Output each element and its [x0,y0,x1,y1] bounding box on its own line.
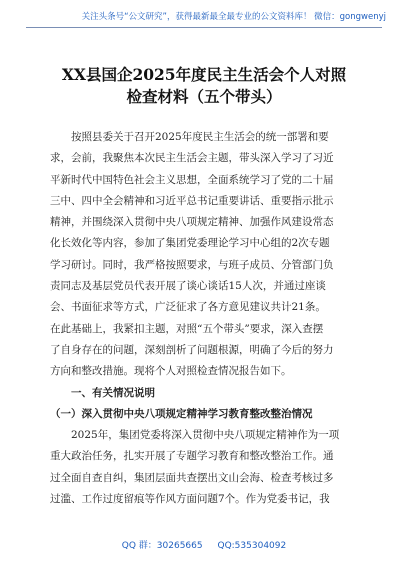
document-body [50,127,366,510]
paragraph-line: 过滥、工作过度留痕等作风方面问题7个。作为党委书记，我 [50,493,330,506]
paragraph-line: 会、书面征求等方式，广泛征求了各方意见建议共计21条。 [50,301,326,314]
paragraph-line: 平新时代中国特色社会主义思想，全面系统学习了党的二十届 [50,173,334,186]
paragraph-line: 三中、四中全会精神和习近平总书记重要讲话、重要指示批示 [50,194,334,207]
paragraph-line: 了自身存在的问题，深刻剖析了问题根源，明确了今后的努力 [50,343,334,356]
paragraph-line: 责同志及基层党员代表开展了谈心谈话15人次，并通过座谈 [50,280,326,293]
header-notice: 关注头条号“公文研究”，获得最新最全最专业的公文资料库！ 微信：gongwenyj [81,12,386,22]
paragraph-line: 方向和整改措施。现将个人对照检查情况报告如下。 [50,365,292,378]
title-line-2: 检查材料（五个带头） [126,87,282,106]
footer-qq-group: QQ 群：30265665 [121,541,203,551]
paragraph-line: 重大政治任务，扎实开展了专题学习教育和整改整治工作。通 [50,450,334,463]
footer [0,538,408,551]
document-title [0,64,408,108]
paragraph-line: 2025年，集团党委将深入贯彻中央八项规定精神作为一项 [71,429,340,442]
paragraph-line: 化长效化等内容，参加了集团党委理论学习中心组的2次专题 [50,237,330,250]
footer-qq: QQ:535304092 [217,541,287,551]
paragraph-line: 按照县委关于召开2025年度民主生活会的统一部署和要 [71,131,329,143]
section-heading: 一、有关情况说明 [71,386,155,399]
subsection-heading: （一）深入贯彻中央八项规定精神学习教育整改整治情况 [50,407,313,420]
paragraph-line: 在此基础上，我紧扣主题，对照“五个带头”要求，深入查摆 [50,322,324,335]
title-line-1: XX县国企2025年度民主生活会个人对照 [61,65,347,84]
paragraph-line: 求，会前，我聚焦本次民主生活会主题，带头深入学习了习近 [50,152,334,165]
header-divider [26,27,382,28]
paragraph-line: 精神，并围绕深入贯彻中央八项规定精神、加强作风建设常态 [50,216,334,229]
paragraph-line: 学习研讨。同时，我严格按照要求，与班子成员、分管部门负 [50,258,334,271]
paragraph-line: 过全面自查自纠，集团层面共查摆出文山会海、检查考核过多 [50,471,334,484]
